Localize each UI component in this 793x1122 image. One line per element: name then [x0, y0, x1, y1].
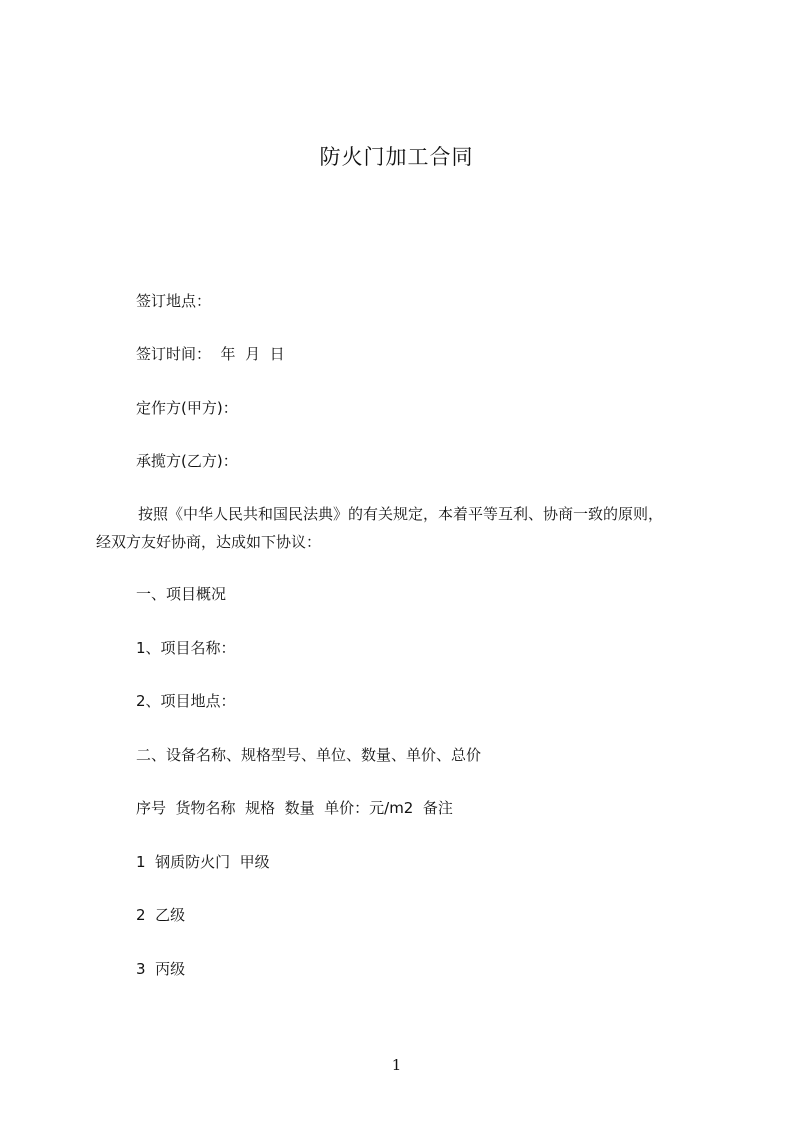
- signing-time-line: 签订时间： 年 月 日: [136, 345, 285, 363]
- page-title: 防火门加工合同: [319, 145, 474, 169]
- page-number: 1: [391, 1056, 402, 1074]
- party-a-line: 定作方(甲方)：: [136, 399, 238, 417]
- party-b-line: 承揽方(乙方)：: [136, 452, 238, 470]
- intro-paragraph: [96, 500, 666, 556]
- project-location-line: 2、项目地点：: [136, 692, 236, 710]
- table-header-line: 序号 货物名称 规格 数量 单价：元/m2 备注: [136, 799, 453, 817]
- section-1-heading: 一、项目概况: [136, 585, 227, 603]
- project-name-line: 1、项目名称：: [136, 639, 236, 657]
- intro-line-1: 按照《中华人民共和国民法典》的有关规定，本着平等互利、协商一致的原则，: [138, 505, 664, 523]
- table-row-1: 1 钢质防火门 甲级: [136, 853, 270, 871]
- table-row-3: 3 丙级: [136, 960, 186, 978]
- intro-line-2: 经双方友好协商，达成如下协议：: [96, 533, 322, 551]
- signing-place-line: 签订地点：: [136, 292, 212, 310]
- table-row-2: 2 乙级: [136, 906, 186, 924]
- section-2-heading: 二、设备名称、规格型号、单位、数量、单价、总价: [136, 746, 482, 764]
